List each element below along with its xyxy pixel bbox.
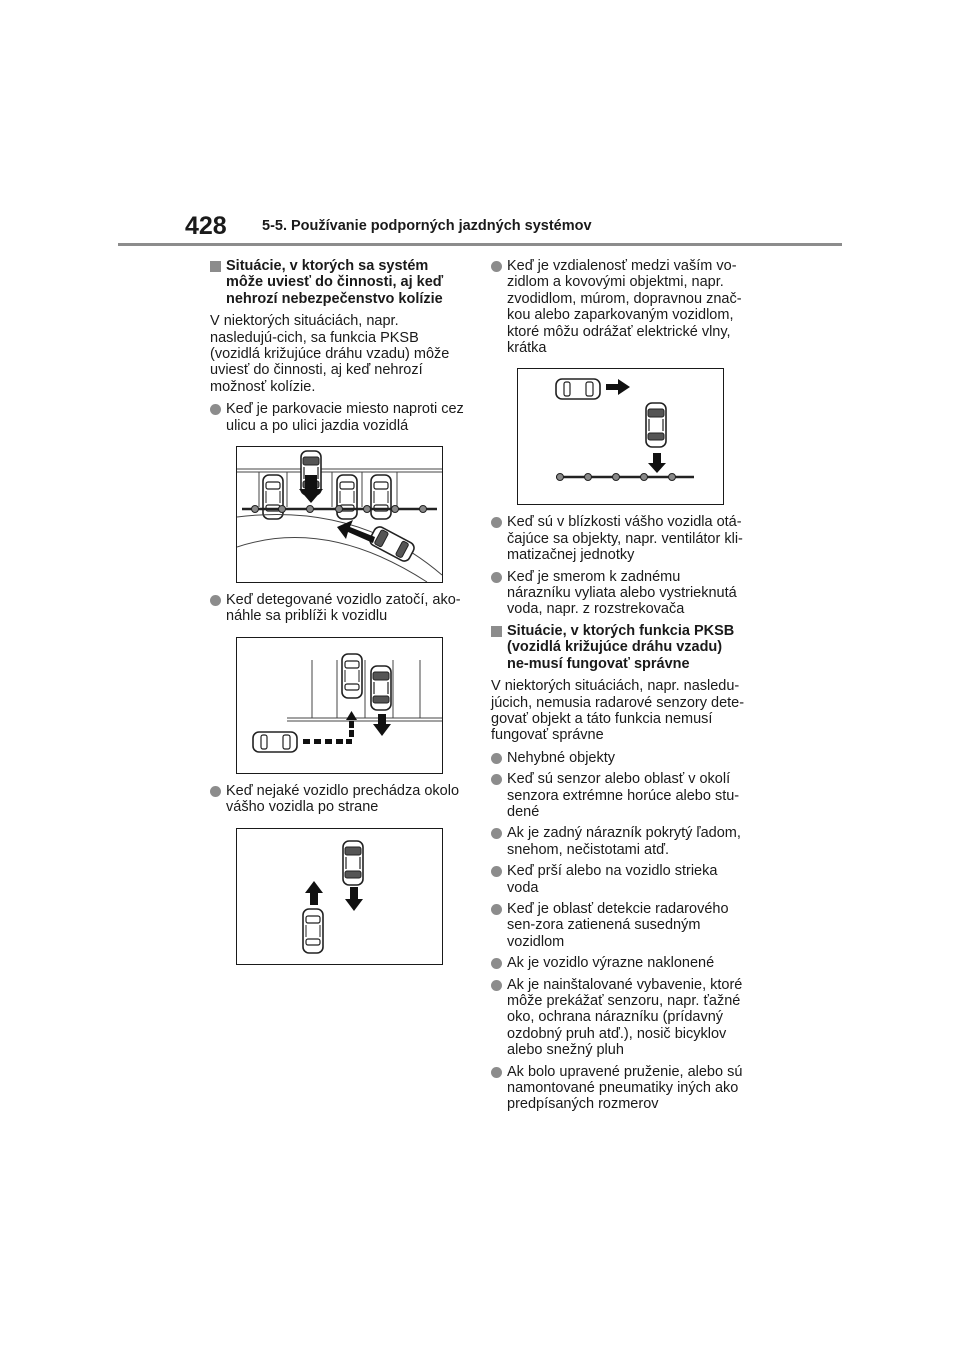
list-item-text: Keď prší alebo na vozidlo strieka voda xyxy=(507,863,718,896)
list-item xyxy=(491,863,747,896)
square-bullet-icon xyxy=(491,626,502,637)
list-item-text: Ak je zadný nárazník pokrytý ľadom, snehom, nečistotami atď. xyxy=(507,825,741,858)
square-bullet-icon xyxy=(210,261,221,272)
list-item-text: Keď sú senzor alebo oblasť v okolí senzora extrémne horúce alebo stu-dené xyxy=(507,771,740,820)
figure-vehicle-passes-side xyxy=(236,828,443,965)
header-rule xyxy=(118,243,842,246)
intro-paragraph: V niektorých situáciách, napr. nasledujú-cich, sa funkcia PKSB (vozidlá križujúce dráhu vzadu) môže uviesť do činnosti, aj keď nehrozí možnosť kolízie. xyxy=(210,313,450,395)
list-item-text: Keď nejaké vozidlo prechádza okolo vášho vozidla po strane xyxy=(226,782,460,816)
bullet-dot-icon xyxy=(491,774,502,785)
list-item-text: Keď detegované vozidlo zatočí, ako-náhle sa priblíži k vozidlu xyxy=(226,592,461,625)
bullet-dot-icon xyxy=(491,572,502,583)
list-item xyxy=(491,977,747,1059)
bullet-dot-icon xyxy=(210,404,221,415)
figure-parking-across-street xyxy=(236,446,443,583)
bullet-dot-icon xyxy=(491,904,502,915)
section-title: 5-5. Používanie podporných jazdných systémov xyxy=(262,218,592,234)
list-item xyxy=(210,592,466,625)
list-item-text: Ak je nainštalované vybavenie, ktoré môže prekážať senzoru, napr. ťažné oko, ochrana nárazníku (prídavný ozdobný pruh atď.), nosič bicyklov alebo snežný pluh xyxy=(507,976,743,1059)
bullet-dot-icon xyxy=(491,866,502,877)
list-item xyxy=(210,783,466,816)
list-item-text: Keď je smerom k zadnému nárazníku vyliata alebo vystrieknutá voda, napr. z rozstrekovača xyxy=(507,568,737,618)
list-item xyxy=(491,750,747,766)
bullet-dot-icon xyxy=(491,980,502,991)
list-item-text: Ak bolo upravené pruženie, alebo sú namontované pneumatiky iných ako predpísaných rozmerov xyxy=(507,1063,743,1113)
heading-text: Situácie, v ktorých funkcia PKSB (vozidlá križujúce dráhu vzadu) ne-musí fungovať správne xyxy=(507,622,735,672)
list-item-text: Keď sú v blízkosti vášho vozidla otá-čajúce sa objekty, napr. ventilátor kli-matizačnej jednotky xyxy=(507,514,743,564)
bullet-dot-icon xyxy=(491,828,502,839)
page-number: 428 xyxy=(185,212,227,240)
bullet-dot-icon xyxy=(210,786,221,797)
list-item xyxy=(491,901,747,950)
left-column xyxy=(210,258,466,974)
list-item-text: Keď je oblasť detekcie radarového sen-zora zatienená susedným vozidlom xyxy=(507,900,729,950)
bullet-dot-icon xyxy=(491,517,502,528)
intro-paragraph: V niektorých situáciách, napr. nasledu-júcich, nemusia radarové senzory dete-govať objekt a táto funkcia nemusí fungovať správne xyxy=(491,678,745,744)
list-item-text: Nehybné objekty xyxy=(507,749,616,766)
heading-may-not-work xyxy=(491,623,747,672)
figure-metal-objects xyxy=(517,368,724,505)
right-column xyxy=(491,258,747,1118)
list-item-text: Ak je vozidlo výrazne naklonené xyxy=(507,955,715,972)
list-item xyxy=(491,825,747,858)
bullet-dot-icon xyxy=(491,753,502,764)
list-item xyxy=(491,569,747,618)
bullet-dot-icon xyxy=(491,958,502,969)
list-item-text: Keď je vzdialenosť medzi vaším vo-zidlom a kovovými objektmi, napr. zvodidlom, múrom, dopravnou znač-kou alebo zaparkovaným vozidlom, ktoré môžu odrážať elektrické vlny, krátka xyxy=(507,258,742,357)
list-item-text: Keď je parkovacie miesto naproti cez ulicu a po ulici jazdia vozidlá xyxy=(226,401,464,434)
bullet-dot-icon xyxy=(210,595,221,606)
list-item xyxy=(491,514,747,563)
figure-vehicle-turns xyxy=(236,637,443,774)
bullet-dot-icon xyxy=(491,261,502,272)
list-item xyxy=(491,771,747,820)
bullet-dot-icon xyxy=(491,1067,502,1078)
heading-false-activation xyxy=(210,258,466,307)
list-item xyxy=(491,1064,747,1113)
list-item xyxy=(491,258,747,356)
list-item xyxy=(491,955,747,971)
list-item xyxy=(210,401,466,434)
heading-text: Situácie, v ktorých sa systém môže uviesť do činnosti, aj keď nehrozí nebezpečenstvo kolízie xyxy=(226,258,444,307)
